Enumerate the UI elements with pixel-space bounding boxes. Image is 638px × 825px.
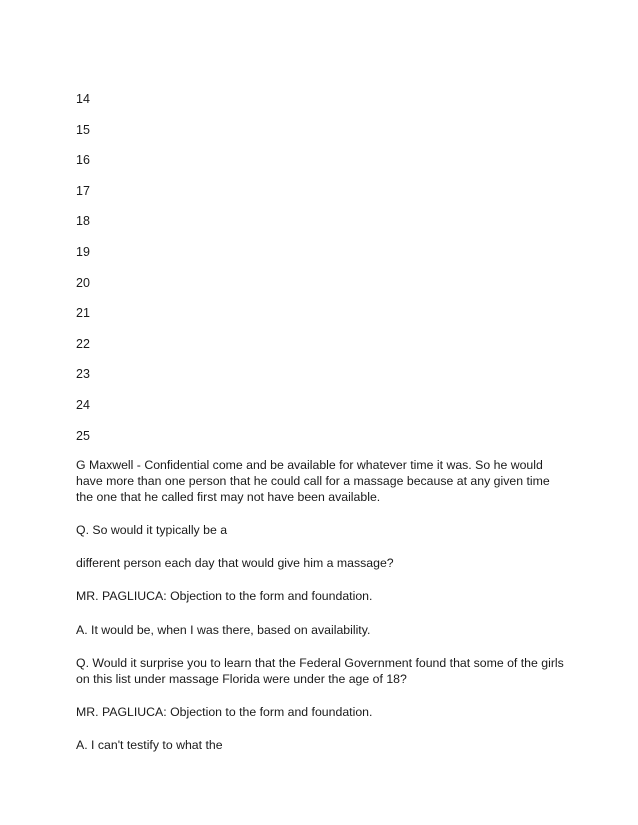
line-number: 15 <box>76 122 90 137</box>
transcript-answer: A. I can't testify to what the <box>76 738 223 753</box>
transcript-objection: MR. PAGLIUCA: Objection to the form and foundation. <box>76 705 373 720</box>
line-number: 25 <box>76 428 90 443</box>
transcript-paragraph: different person each day that would give him a massage? <box>76 556 394 571</box>
line-number: 23 <box>76 367 90 382</box>
transcript-question: Q. So would it typically be a <box>76 522 228 537</box>
line-number: 24 <box>76 397 90 412</box>
line-number: 22 <box>76 336 90 351</box>
transcript-body <box>76 458 566 772</box>
line-number: 21 <box>76 306 90 321</box>
line-number-column <box>76 92 90 459</box>
line-number: 18 <box>76 214 90 229</box>
line-number: 20 <box>76 275 90 290</box>
transcript-answer: A. It would be, when I was there, based on availability. <box>76 622 371 637</box>
transcript-question: Q. Would it surprise you to learn that the Federal Government found that some of the girls on this list under massage Florida were under the age of 18? <box>76 656 564 686</box>
line-number: 14 <box>76 92 90 106</box>
line-number: 17 <box>76 183 90 198</box>
line-number: 16 <box>76 153 90 168</box>
transcript-paragraph: G Maxwell - Confidential come and be available for whatever time it was. So he would have more than one person that he could call for a massage because at any given time the one that he called first may not have been available. <box>76 458 550 504</box>
line-number: 19 <box>76 244 90 259</box>
transcript-objection: MR. PAGLIUCA: Objection to the form and foundation. <box>76 589 373 604</box>
